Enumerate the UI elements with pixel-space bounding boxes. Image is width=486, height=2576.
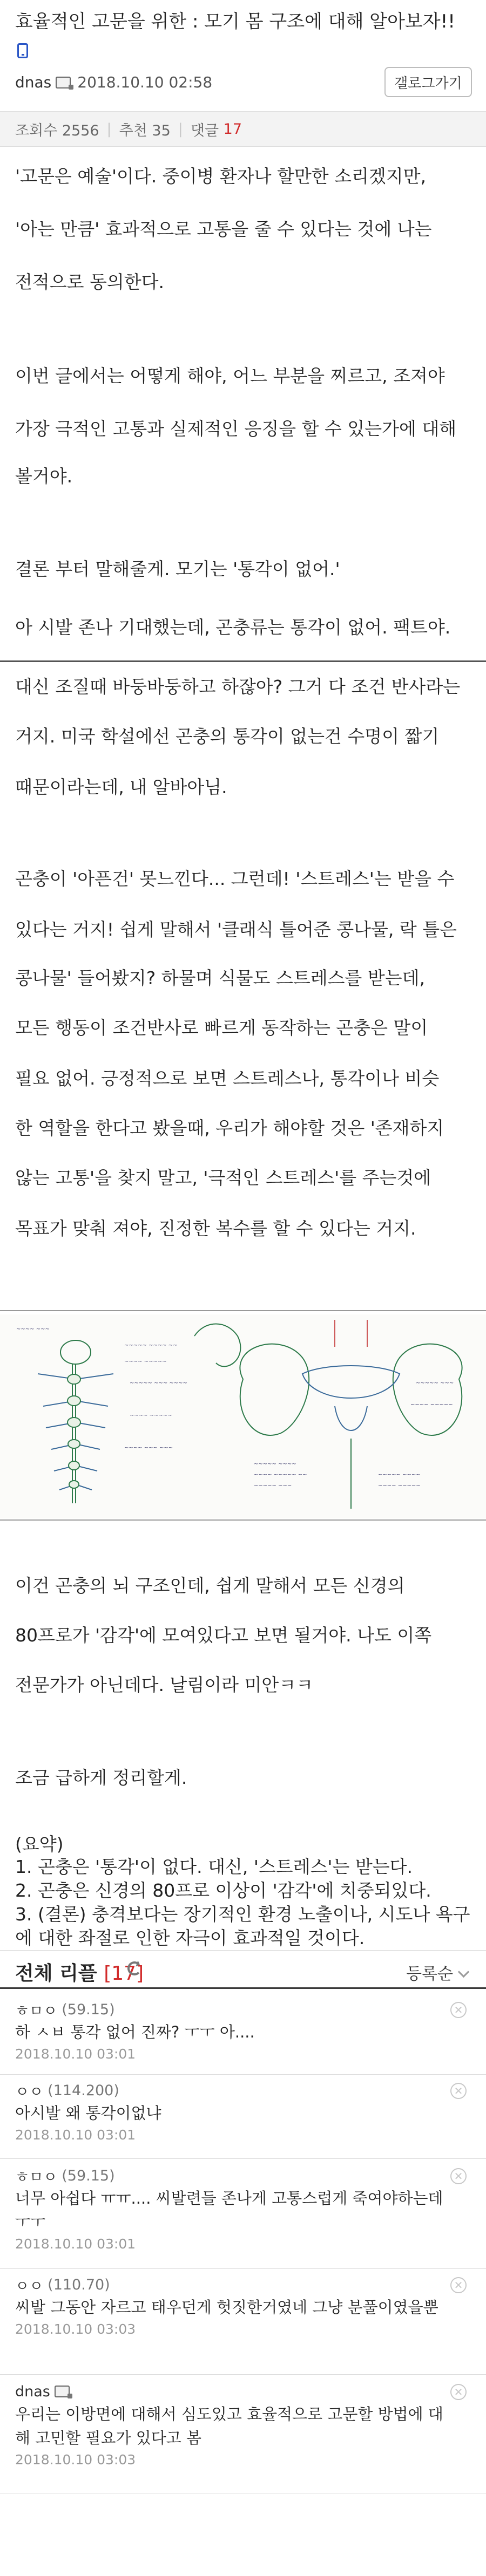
comment-text: 너무 아쉽다 ㅠㅠ.... 씨발련들 존나게 고통스럽게 죽여야하는데 ㅜㅜ bbox=[15, 2189, 443, 2231]
comment-date: 2018.10.10 03:01 bbox=[15, 2046, 136, 2062]
mobile-icon bbox=[17, 43, 28, 58]
comments-header bbox=[0, 1950, 486, 1989]
post-date: 2018.10.10 02:58 bbox=[77, 73, 213, 91]
comment-divider bbox=[0, 2374, 486, 2375]
comments-total-count: [17] bbox=[104, 1962, 144, 1985]
svg-text:~~~~ ~~~~~: ~~~~ ~~~~~ bbox=[130, 1413, 172, 1419]
comment-divider bbox=[0, 2074, 486, 2075]
comment-nickname[interactable]: ㅎㅁㅇ bbox=[15, 2002, 58, 2020]
post-meta bbox=[15, 73, 212, 91]
comment-text: 아시발 왜 통각이없냐 bbox=[15, 2104, 161, 2122]
svg-text:~~~~ ~~~ ~~~: ~~~~ ~~~ ~~~ bbox=[124, 1445, 173, 1451]
chevron-down-icon bbox=[458, 1966, 469, 1978]
body-line: 80프로가 '감각'에 모여있다고 보면 될거야. 나도 이쪽 bbox=[15, 1625, 432, 1646]
comment-label: 댓글 bbox=[190, 122, 219, 139]
comment-text: 우리는 이방면에 대해서 심도있고 효율적으로 고문할 방법에 대해 고민할 필요가 있다고 봄 bbox=[15, 2405, 443, 2447]
gallog-button[interactable]: 갤로그가기 bbox=[384, 67, 472, 97]
comment-ip: (110.70) bbox=[48, 2276, 110, 2293]
body-line: 이건 곤충의 뇌 구조인데, 쉽게 말해서 모든 신경의 bbox=[15, 1575, 405, 1596]
comment-author bbox=[15, 1999, 486, 2020]
image-top-divider bbox=[0, 1310, 486, 1311]
body-line: 결론 부터 말해줄게. 모기는 '통각이 없어.' bbox=[15, 558, 340, 580]
summary-line: 2. 곤충은 신경의 80프로 이상이 '감각'에 치중되있다. bbox=[15, 1880, 431, 1901]
comment-text: 하 ㅅㅂ 통각 없어 진짜? ㅜㅜ 아.... bbox=[15, 2023, 255, 2041]
body-line: 곤충이 '아픈건' 못느낀다... 그런데! '스트레스'는 받을 수 bbox=[15, 868, 455, 889]
comments-title-text: 전체 리플 bbox=[15, 1962, 97, 1985]
body-line: '아는 만큼' 효과적으로 고통을 줄 수 있다는 것에 나는 bbox=[15, 219, 432, 240]
body-line: 전적으로 동의한다. bbox=[15, 271, 165, 292]
stats-divider: | bbox=[106, 120, 112, 138]
comment-date: 2018.10.10 03:01 bbox=[15, 2127, 136, 2143]
body-line: 있다는 거지! 쉽게 말해서 '클래식 틀어준 콩나물, 락 틀은 bbox=[15, 919, 457, 940]
view-count: 조회수 2556 bbox=[15, 122, 99, 139]
svg-text:~~~~~ ~~~: ~~~~~ ~~~ bbox=[416, 1380, 454, 1386]
summary-line: 에 대한 좌절로 인한 자극이 효과적일 것이다. bbox=[15, 1927, 365, 1948]
comment-ip: (59.15) bbox=[62, 2167, 115, 2184]
comment-count: 17 bbox=[223, 120, 242, 138]
body-line: 아 시발 존나 기대했는데, 곤충류는 통각이 없어. 팩트야. bbox=[15, 617, 451, 638]
comment-ip: (114.200) bbox=[48, 2082, 119, 2099]
summary-line: (요약) bbox=[15, 1834, 64, 1855]
sort-dropdown[interactable] bbox=[406, 1960, 468, 1984]
comment-date: 2018.10.10 03:01 bbox=[15, 2236, 136, 2252]
comment-item bbox=[0, 2080, 486, 2143]
stats-divider: | bbox=[178, 120, 183, 138]
comment-nickname[interactable]: ㅇㅇ bbox=[15, 2083, 44, 2101]
comment-nickname[interactable]: ㅇㅇ bbox=[15, 2278, 44, 2295]
comment-nickname[interactable]: dnas bbox=[15, 2383, 50, 2400]
comment-divider bbox=[0, 2268, 486, 2269]
delete-comment-icon[interactable]: ✕ bbox=[450, 2168, 467, 2184]
svg-text:~~~~ ~~~: ~~~~ ~~~ bbox=[16, 1326, 50, 1332]
svg-text:~~~~~ ~~~~: ~~~~~ ~~~~ bbox=[378, 1472, 421, 1478]
recommend-count: 추천 35 bbox=[119, 122, 171, 139]
body-line: 거지. 미국 학설에선 곤충의 통각이 없는건 수명이 짧기 bbox=[15, 726, 440, 747]
summary-line: 1. 곤충은 '통각'이 없다. 대신, '스트레스'는 받는다. bbox=[15, 1856, 413, 1877]
author-name[interactable]: dnas bbox=[15, 73, 52, 91]
body-line: 볼거야. bbox=[15, 466, 73, 487]
delete-comment-icon[interactable]: ✕ bbox=[450, 2083, 467, 2099]
body-line: 때문이라는데, 내 알바아님. bbox=[15, 776, 227, 798]
comment-date: 2018.10.10 03:03 bbox=[15, 2321, 136, 2337]
svg-text:~~~~~ ~~~~ ~~: ~~~~~ ~~~~ ~~ bbox=[124, 1342, 178, 1348]
comment-ip: (59.15) bbox=[62, 2001, 115, 2018]
post-title-text: 효율적인 고문을 위한 : 모기 몸 구조에 대해 알아보자!! bbox=[15, 11, 455, 32]
comment-item bbox=[0, 1999, 486, 2062]
insect-brain-diagram-image bbox=[0, 1314, 486, 1518]
post-title bbox=[15, 8, 474, 64]
post-stats bbox=[0, 111, 486, 147]
delete-comment-icon[interactable]: ✕ bbox=[450, 2384, 467, 2400]
comments-title bbox=[15, 1958, 144, 1986]
svg-text:~~~~ ~~~~~: ~~~~ ~~~~~ bbox=[410, 1402, 453, 1408]
body-line: 조금 급하게 정리할게. bbox=[15, 1767, 187, 1788]
comment-nickname[interactable]: ㅎㅁㅇ bbox=[15, 2169, 58, 2186]
comment-author bbox=[15, 2381, 486, 2402]
svg-text:~~~~~ ~~~: ~~~~~ ~~~ bbox=[254, 1483, 292, 1489]
body-line: 전문가가 아닌데다. 날림이라 미안ㅋㅋ bbox=[15, 1674, 314, 1695]
svg-text:~~~~ ~~~~~: ~~~~ ~~~~~ bbox=[124, 1359, 167, 1365]
insect-nervous-system-sketch bbox=[0, 1314, 486, 1518]
comment-author bbox=[15, 2274, 486, 2295]
comment-author bbox=[15, 2165, 486, 2186]
svg-text:~~~~ ~~~~~ ~~: ~~~~ ~~~~~ ~~ bbox=[254, 1472, 307, 1478]
body-line: 콩나물' 들어봤지? 하물며 식물도 스트레스를 받는데, bbox=[15, 967, 425, 989]
summary-line: 3. (결론) 충격보다는 장기적인 환경 노출이나, 시도나 욕구 bbox=[15, 1904, 470, 1925]
fixed-user-icon bbox=[55, 2386, 70, 2397]
delete-comment-icon[interactable]: ✕ bbox=[450, 2002, 467, 2018]
svg-text:~~~~~ ~~~~: ~~~~~ ~~~~ bbox=[254, 1461, 296, 1467]
comment-item bbox=[0, 2274, 486, 2337]
comment-author bbox=[15, 2080, 486, 2101]
body-line: 이번 글에서는 어떻게 해야, 어느 부분을 찌르고, 조져야 bbox=[15, 365, 445, 386]
svg-text:~~~~~ ~~~ ~~~~: ~~~~~ ~~~ ~~~~ bbox=[130, 1380, 187, 1386]
fixed-user-icon bbox=[56, 77, 71, 88]
comment-date: 2018.10.10 03:03 bbox=[15, 2452, 136, 2468]
comment-item bbox=[0, 2165, 486, 2252]
image-bottom-divider bbox=[0, 1519, 486, 1521]
body-line: 한 역할을 한다고 봤을때, 우리가 해야할 것은 '존재하지 bbox=[15, 1117, 444, 1139]
body-line: 않는 고통'을 찾지 말고, '극적인 스트레스'를 주는것에 bbox=[15, 1167, 431, 1188]
svg-text:~~~~ ~~~~~: ~~~~ ~~~~~ bbox=[378, 1483, 421, 1489]
section-divider bbox=[0, 660, 486, 662]
comment-item bbox=[0, 2381, 486, 2468]
body-line: 가장 극적인 고통과 실제적인 응징을 할 수 있는가에 대해 bbox=[15, 418, 457, 439]
refresh-icon[interactable] bbox=[127, 1961, 141, 1975]
comment-divider bbox=[0, 2158, 486, 2159]
body-line: '고문은 예술'이다. 중이병 환자나 할만한 소리겠지만, bbox=[15, 166, 427, 187]
body-line: 모든 행동이 조건반사로 빠르게 동작하는 곤충은 말이 bbox=[15, 1017, 428, 1038]
delete-comment-icon[interactable]: ✕ bbox=[450, 2277, 467, 2293]
body-line: 필요 없어. 긍정적으로 보면 스트레스나, 통각이나 비슷 bbox=[15, 1068, 440, 1089]
comment-text: 씨발 그동안 자르고 태우던게 헛짓한거였네 그냥 분풀이였을뿐 bbox=[15, 2298, 438, 2316]
body-line: 대신 조질때 바둥바둥하고 하잖아? 그거 다 조건 반사라는 bbox=[15, 676, 461, 697]
sort-label: 등록순 bbox=[406, 1965, 453, 1984]
body-line: 목표가 맞춰 져야, 진정한 복수를 할 수 있다는 거지. bbox=[15, 1218, 416, 1239]
